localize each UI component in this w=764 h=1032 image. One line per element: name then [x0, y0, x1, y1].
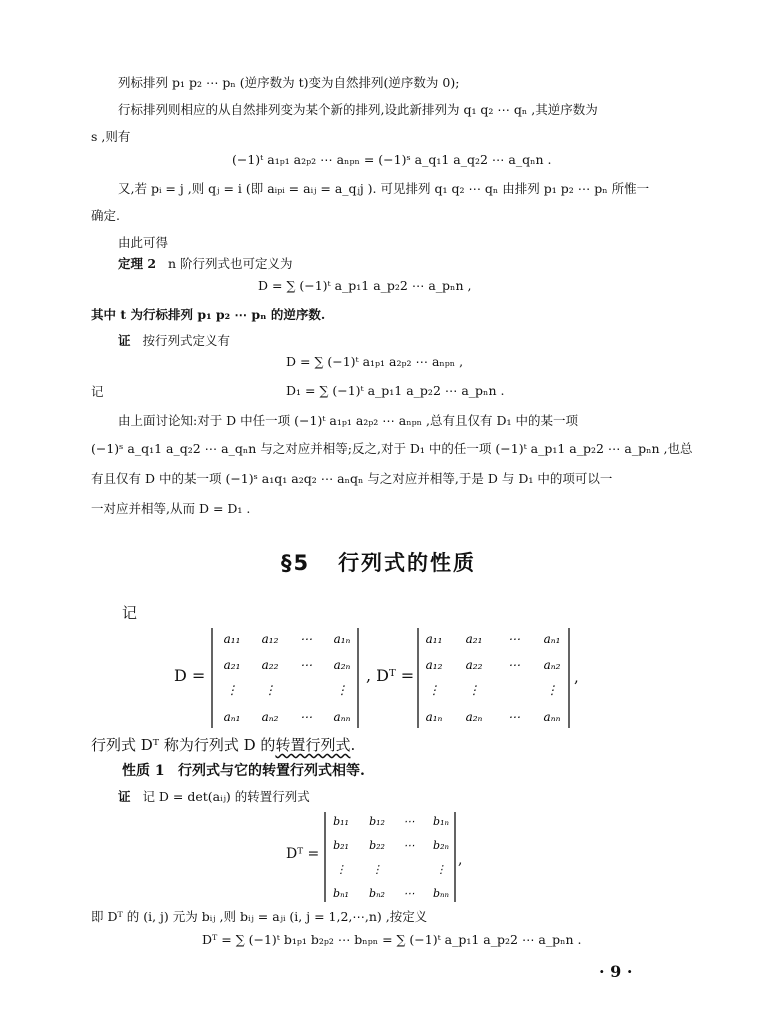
- matrix-entry: ⋯: [300, 710, 312, 724]
- matrix-entry: ⋮: [336, 683, 348, 697]
- matrix-entry: ⋯: [403, 839, 415, 852]
- matrix-entry: b₂₂: [369, 839, 385, 852]
- body-line: 由此可得: [118, 235, 169, 250]
- matrix-entry: a₁₂: [261, 632, 279, 646]
- body-line: 有且仅有 D 中的某一项 (−1)ˢ a₁q₁ a₂q₂ ⋯ aₙqₙ 与之对应并相等,于是 D 与 D₁ 中的项可以一: [91, 471, 613, 486]
- section-title: 行列式的性质: [338, 551, 477, 575]
- equation-3: D = ∑ (−1)ᵗ a₁ₚ₁ a₂ₚ₂ ⋯ aₙₚₙ ,: [286, 354, 464, 369]
- equation-5: Dᵀ = ∑ (−1)ᵗ b₁ₚ₁ b₂ₚ₂ ⋯ bₙₚₙ = ∑ (−1)ᵗ a_p₁1 a_p₂2 ⋯ a_pₙn .: [202, 932, 582, 947]
- matrix-entry: a₁₁: [425, 632, 443, 646]
- theorem-label: 定理 2: [118, 256, 157, 271]
- matrix-entry: ⋯: [508, 658, 520, 672]
- page-number: · 9 ·: [599, 962, 633, 981]
- matrix-entry: ⋯: [300, 632, 312, 646]
- proof-label: 证: [118, 789, 131, 804]
- body-line: 其中 t 为行标排列 p₁ p₂ ⋯ pₙ 的逆序数.: [91, 307, 326, 322]
- body-line: s ,则有: [91, 129, 131, 144]
- determinant-d: [210, 626, 370, 734]
- determinant-dt-svg: [416, 626, 576, 730]
- det-d-label: D =: [174, 666, 206, 685]
- matrix-entry: bₙ₁: [333, 887, 349, 900]
- section-number: §5: [281, 551, 311, 575]
- proof-line: [118, 332, 230, 350]
- body-line: 一对应并相等,从而 D = D₁ .: [91, 501, 251, 516]
- matrix-entry: a₁₂: [425, 658, 443, 672]
- property-label: 性质 1: [122, 763, 165, 779]
- matrix-entry: a₁₁: [223, 632, 241, 646]
- determinant-d-svg: [210, 626, 370, 730]
- matrix-entry: bₙₙ: [433, 887, 449, 900]
- theorem-text: n 阶行列式也可定义为: [167, 256, 293, 271]
- transpose-definition: [91, 736, 355, 754]
- determinant-b: [323, 810, 463, 908]
- matrix-entry: ⋯: [300, 658, 312, 672]
- matrix-entry: aₙ₂: [543, 658, 561, 672]
- matrix-entry: b₁₂: [369, 815, 385, 828]
- matrix-entry: ⋯: [508, 710, 520, 724]
- ji-label: 记: [122, 604, 138, 622]
- matrix-entry: b₂ₙ: [433, 839, 449, 852]
- matrix-entry: ⋯: [508, 632, 520, 646]
- matrix-entry: ⋮: [546, 683, 558, 697]
- matrix-entry: aₙₙ: [543, 710, 561, 724]
- ji-label: 记: [91, 384, 104, 399]
- body-line: 由上面讨论知:对于 D 中任一项 (−1)ᵗ a₁ₚ₁ a₂ₚ₂ ⋯ aₙₚₙ ,总有且仅有 D₁ 中的某一项: [118, 413, 578, 428]
- det-b-label: Dᵀ =: [286, 846, 320, 862]
- matrix-entry: aₙ₁: [543, 632, 561, 646]
- body-line: 列标排列 p₁ p₂ ⋯ pₙ (逆序数为 t)变为自然排列(逆序数为 0);: [118, 75, 460, 90]
- matrix-entry: a₁ₙ: [425, 710, 443, 724]
- comma: ,: [458, 852, 463, 868]
- body-line: (−1)ˢ a_q₁1 a_q₂2 ⋯ a_qₙn 与之对应并相等;反之,对于 D₁ 中的任一项 (−1)ᵗ a_p₁1 a_p₂2 ⋯ a_pₙn ,也总: [91, 441, 693, 456]
- matrix-entry: ⋯: [403, 887, 415, 900]
- matrix-entry: a₁ₙ: [333, 632, 351, 646]
- matrix-entry: b₁₁: [333, 815, 349, 828]
- equation-2: D = ∑ (−1)ᵗ a_p₁1 a_p₂2 ⋯ a_pₙn ,: [258, 278, 472, 293]
- property-text: 行列式与它的转置行列式相等.: [177, 763, 365, 779]
- matrix-entry: a₂ₙ: [333, 658, 351, 672]
- matrix-entry: a₂ₙ: [465, 710, 483, 724]
- determinant-b-svg: [323, 810, 463, 904]
- transpose-def-after: .: [350, 736, 356, 754]
- matrix-entry: a₂₁: [465, 632, 483, 646]
- equation-1: (−1)ᵗ a₁ₚ₁ a₂ₚ₂ ⋯ aₙₚₙ = (−1)ˢ a_q₁1 a_q₂2 ⋯ a_qₙn .: [232, 152, 552, 167]
- property-1: [122, 762, 365, 780]
- comma: ,: [574, 668, 579, 686]
- matrix-entry: aₙₙ: [333, 710, 351, 724]
- determinant-dt: [416, 626, 576, 734]
- proof-text: 记 D = det(aᵢⱼ) 的转置行列式: [142, 789, 310, 804]
- matrix-entry: ⋮: [435, 863, 447, 876]
- equation-4: D₁ = ∑ (−1)ᵗ a_p₁1 a_p₂2 ⋯ a_pₙn .: [286, 383, 505, 398]
- body-line: 又,若 pᵢ = j ,则 qⱼ = i (即 aᵢₚᵢ = aᵢⱼ = a_qⱼj ). 可见排列 q₁ q₂ ⋯ qₙ 由排列 p₁ p₂ ⋯ pₙ 所惟一: [118, 181, 650, 196]
- body-line: 即 Dᵀ 的 (i, j) 元为 bᵢⱼ ,则 bᵢⱼ = aⱼᵢ (i, j = 1,2,⋯,n) ,按定义: [91, 909, 428, 924]
- proof-label: 证: [118, 333, 131, 348]
- matrix-entry: aₙ₂: [261, 710, 279, 724]
- matrix-entry: a₂₂: [261, 658, 279, 672]
- matrix-entry: b₁ₙ: [433, 815, 449, 828]
- matrix-entry: bₙ₂: [369, 887, 385, 900]
- matrix-entry: ⋮: [371, 863, 383, 876]
- matrix-entry: a₂₂: [465, 658, 483, 672]
- transpose-term: 转置行列式: [275, 736, 351, 754]
- matrix-entry: ⋮: [264, 683, 276, 697]
- matrix-entry: b₂₁: [333, 839, 349, 852]
- section-heading: [281, 547, 476, 577]
- matrix-entry: ⋮: [226, 683, 238, 697]
- transpose-def-before: 行列式 Dᵀ 称为行列式 D 的: [91, 736, 276, 754]
- theorem-2: [118, 255, 293, 273]
- det-dt-label: , Dᵀ =: [366, 666, 415, 685]
- body-line: 行标排列则相应的从自然排列变为某个新的排列,设此新排列为 q₁ q₂ ⋯ qₙ ,其逆序数为: [118, 102, 598, 117]
- proof-text: 按行列式定义有: [142, 333, 230, 348]
- matrix-entry: aₙ₁: [223, 710, 241, 724]
- matrix-entry: a₂₁: [223, 658, 241, 672]
- body-line: 确定.: [91, 208, 120, 223]
- matrix-entry: ⋮: [468, 683, 480, 697]
- proof-line: [118, 788, 310, 806]
- matrix-entry: ⋯: [403, 815, 415, 828]
- matrix-entry: ⋮: [335, 863, 347, 876]
- matrix-entry: ⋮: [428, 683, 440, 697]
